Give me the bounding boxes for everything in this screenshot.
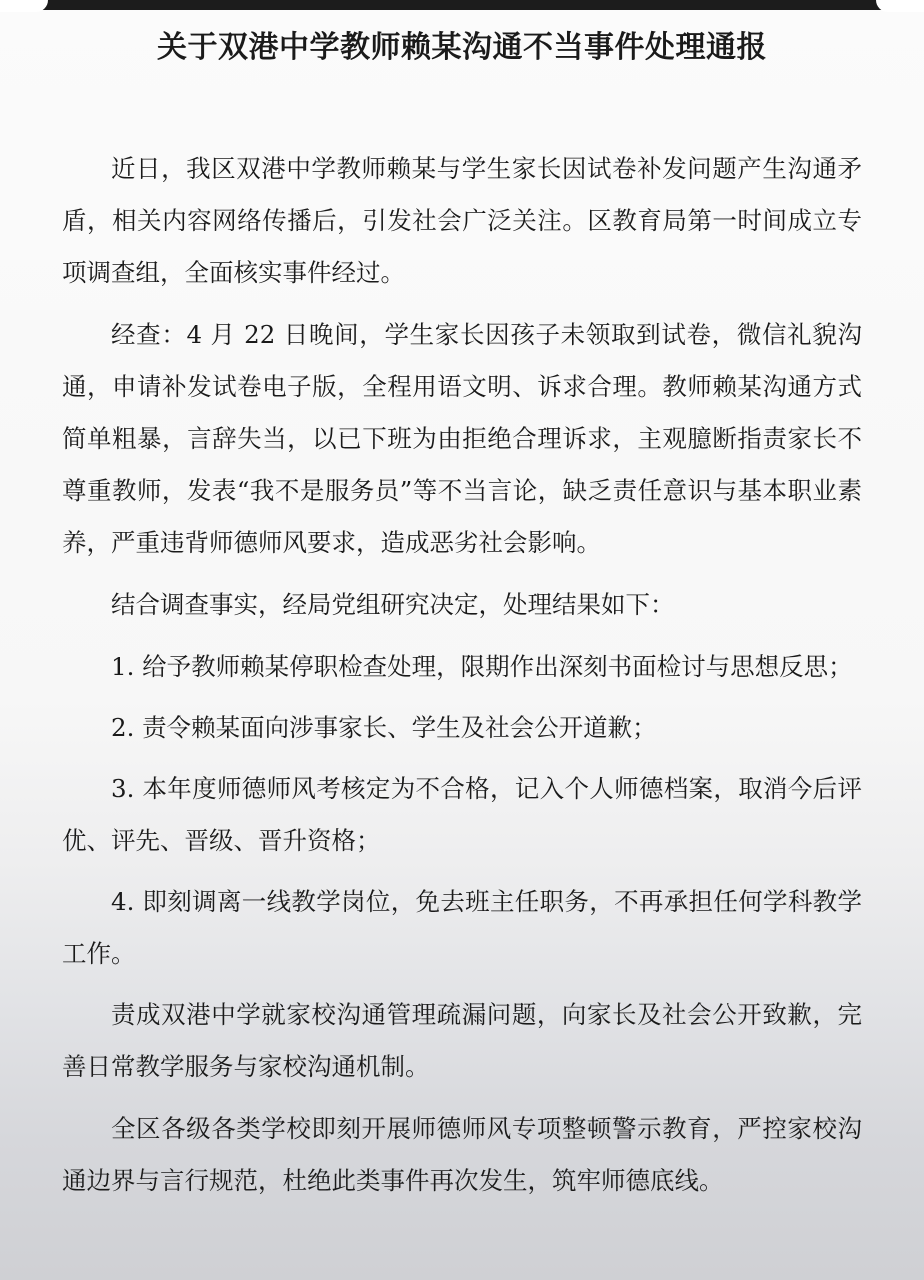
paragraph-findings: 经查：4 月 22 日晚间，学生家长因孩子未领取到试卷，微信礼貌沟通，申请补发试卷电子版，全程用语文明、诉求合理。教师赖某沟通方式简单粗暴，言辞失当，以已下班为由拒绝合理诉求，主观臆断指责家长不尊重教师，发表“我不是服务员”等不当言论，缺乏责任意识与基本职业素养，严重违背师德师风要求，造成恶劣社会影响。	[62, 320, 862, 557]
paragraph-decision-lead: 结合调查事实，经局党组研究决定，处理结果如下：	[111, 590, 675, 619]
document-title: 关于双港中学教师赖某沟通不当事件处理通报	[157, 30, 767, 65]
decision-item: 4. 即刻调离一线教学岗位，免去班主任职务，不再承担任何学科教学工作。	[62, 887, 862, 968]
decision-item: 1. 给予教师赖某停职检查处理，限期作出深刻书面检讨与思想反思；	[111, 652, 853, 681]
paragraph-school-order: 责成双港中学就家校沟通管理疏漏问题，向家长及社会公开致歉，完善日常教学服务与家校沟通机制。	[62, 1000, 862, 1081]
decision-item: 2. 责令赖某面向涉事家长、学生及社会公开道歉；	[111, 713, 657, 742]
decision-item: 3. 本年度师德师风考核定为不合格，记入个人师德档案，取消今后评优、评先、晋级、晋升资格；	[62, 774, 862, 855]
paragraph-intro: 近日，我区双港中学教师赖某与学生家长因试卷补发问题产生沟通矛盾，相关内容网络传播后，引发社会广泛关注。区教育局第一时间成立专项调查组，全面核实事件经过。	[62, 154, 862, 287]
document-body	[62, 143, 862, 1217]
paragraph-district-order: 全区各级各类学校即刻开展师德师风专项整顿警示教育，严控家校沟通边界与言行规范，杜绝此类事件再次发生，筑牢师德底线。	[62, 1114, 862, 1195]
screen-top-edge	[0, 0, 924, 10]
